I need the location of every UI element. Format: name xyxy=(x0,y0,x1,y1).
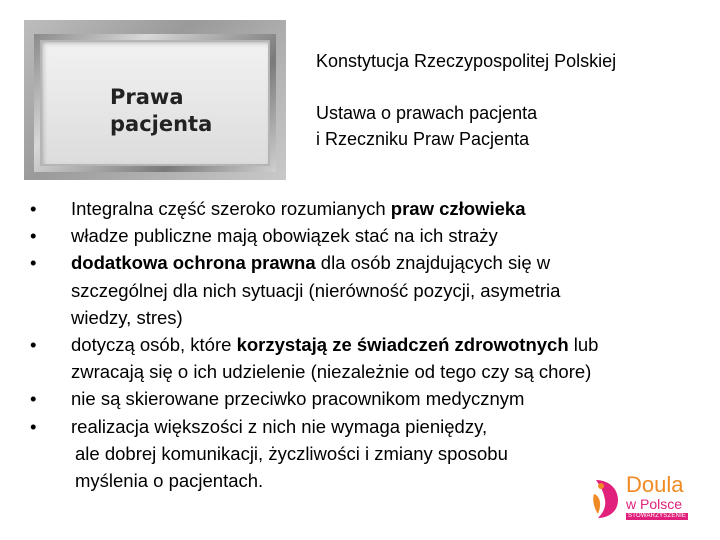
bullet-text: myślenia o pacjentach. xyxy=(75,470,264,492)
bullet-text: lub xyxy=(568,334,599,356)
bullet-text: Integralna część szeroko rozumianych xyxy=(71,198,391,219)
plaque-line-2: pacjenta xyxy=(110,112,213,136)
bullet-dot: • xyxy=(30,415,37,437)
plaque-image xyxy=(24,20,286,180)
bullet-dot: • xyxy=(30,252,37,274)
bullet-item xyxy=(30,222,690,249)
bullet-list xyxy=(30,195,690,497)
plaque-panel xyxy=(40,40,270,166)
header-subtitle-line-1: Ustawa o prawach pacjenta xyxy=(316,103,538,123)
plaque-frame xyxy=(34,34,276,172)
bullet-item xyxy=(30,249,690,331)
doula-logo-mark-icon xyxy=(592,476,620,520)
header-subtitle-line-2: i Rzeczniku Praw Pacjenta xyxy=(316,129,530,149)
header-title: Konstytucja Rzeczypospolitej Polskiej xyxy=(316,51,617,71)
bullet-item xyxy=(30,195,690,222)
bullet-emphasis: dodatkowa ochrona prawna xyxy=(71,252,316,274)
header-block xyxy=(316,48,616,152)
logo-word-doula: Doula xyxy=(626,472,684,497)
logo-word-w-polsce: w Polsce xyxy=(626,496,683,512)
bullet-text: dotyczą osób, które xyxy=(71,334,237,356)
plaque-line-1: Prawa xyxy=(110,85,184,109)
bullet-dot: • xyxy=(30,334,37,356)
bullet-text: ale dobrej komunikacji, życzliwości i zmiany sposobu xyxy=(75,442,508,464)
doula-logo xyxy=(590,472,690,528)
bullet-dot: • xyxy=(30,225,37,247)
plaque-title xyxy=(110,84,212,138)
bullet-text: dla osób znajdujących się w xyxy=(315,252,551,274)
bullet-text: szczególnej dla nich sytuacji (nierówność pozycji, asymetria xyxy=(71,279,561,301)
bullet-emphasis: praw człowieka xyxy=(390,198,526,219)
bullet-text: władze publiczne mają obowiązek stać na ich straży xyxy=(71,225,498,247)
bullet-text: zwracają się o ich udzielenie (niezależnie od tego czy są chore) xyxy=(71,361,592,383)
bullet-text: nie są skierowane przeciwko pracownikom medycznym xyxy=(71,388,525,410)
bullet-dot: • xyxy=(30,198,37,219)
bullet-item xyxy=(30,385,690,412)
logo-word-stowarzyszenie: STOWARZYSZENIE xyxy=(628,513,687,519)
bullet-dot: • xyxy=(30,388,37,410)
bullet-emphasis: korzystają ze świadczeń zdrowotnych xyxy=(236,334,569,356)
bullet-text: realizacja większości z nich nie wymaga pieniędzy, xyxy=(71,415,488,437)
bullet-text: wiedzy, stres) xyxy=(71,306,183,328)
bullet-item xyxy=(30,331,690,385)
